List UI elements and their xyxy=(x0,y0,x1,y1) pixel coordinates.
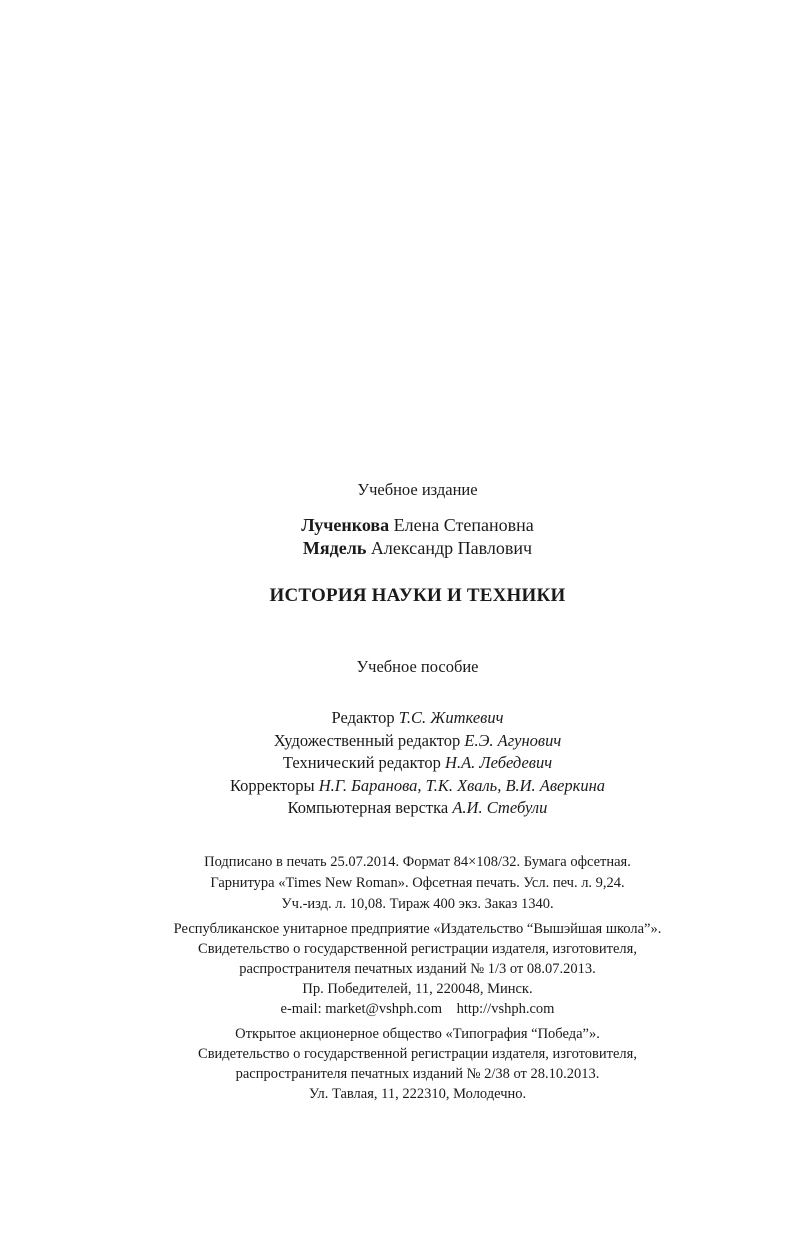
author-2-given: Александр Павлович xyxy=(370,538,533,558)
publisher-contacts: e-mail: market@vshph.com http://vshph.com xyxy=(280,1001,555,1017)
publisher-line-1: Республиканское унитарное предприятие «Издательство “Вышэйшая школа”». xyxy=(173,921,662,937)
imprint-line-2: Гарнитура «Times New Roman». Офсетная печать. Усл. печ. л. 9,24. xyxy=(210,875,625,891)
publisher-line-2: Свидетельство о государственной регистрации издателя, изготовителя, xyxy=(198,941,637,957)
printer-address: Ул. Тавлая, 11, 222310, Молодечно. xyxy=(308,1086,527,1102)
imprint-line-3: Уч.-изд. л. 10,08. Тираж 400 экз. Заказ 1340. xyxy=(281,896,554,912)
staff-proofreaders: Корректоры Н.Г. Баранова, Т.К. Хваль, В.И. Аверкина xyxy=(229,776,606,795)
book-kind: Учебное пособие xyxy=(356,657,479,676)
imprint-line-1: Подписано в печать 25.07.2014. Формат 84×108/32. Бумага офсетная. xyxy=(204,854,631,870)
book-title: ИСТОРИЯ НАУКИ И ТЕХНИКИ xyxy=(269,585,566,606)
printer-line-2: Свидетельство о государственной регистрации издателя, изготовителя, xyxy=(198,1046,637,1062)
staff-layout: Компьютерная верстка А.И. Стебули xyxy=(287,798,548,817)
staff-editor: Редактор Т.С. Житкевич xyxy=(331,708,504,727)
edition-type: Учебное издание xyxy=(357,480,478,499)
printer-line-1: Открытое акционерное общество «Типография “Победа”». xyxy=(235,1026,600,1042)
author-1-surname: Лученкова xyxy=(301,515,390,535)
staff-art-editor: Художественный редактор Е.Э. Агунович xyxy=(273,731,562,750)
author-2 xyxy=(0,537,785,559)
publisher-line-3: распространителя печатных изданий № 1/3 от 08.07.2013. xyxy=(239,961,596,977)
author-1 xyxy=(0,514,785,536)
author-2-surname: Мядель xyxy=(302,538,367,558)
author-1-given: Елена Степановна xyxy=(393,515,534,535)
staff-tech-editor: Технический редактор Н.А. Лебедевич xyxy=(282,753,553,772)
printer-line-3: распространителя печатных изданий № 2/38 от 28.10.2013. xyxy=(235,1066,600,1082)
publisher-address: Пр. Победителей, 11, 220048, Минск. xyxy=(302,981,533,997)
